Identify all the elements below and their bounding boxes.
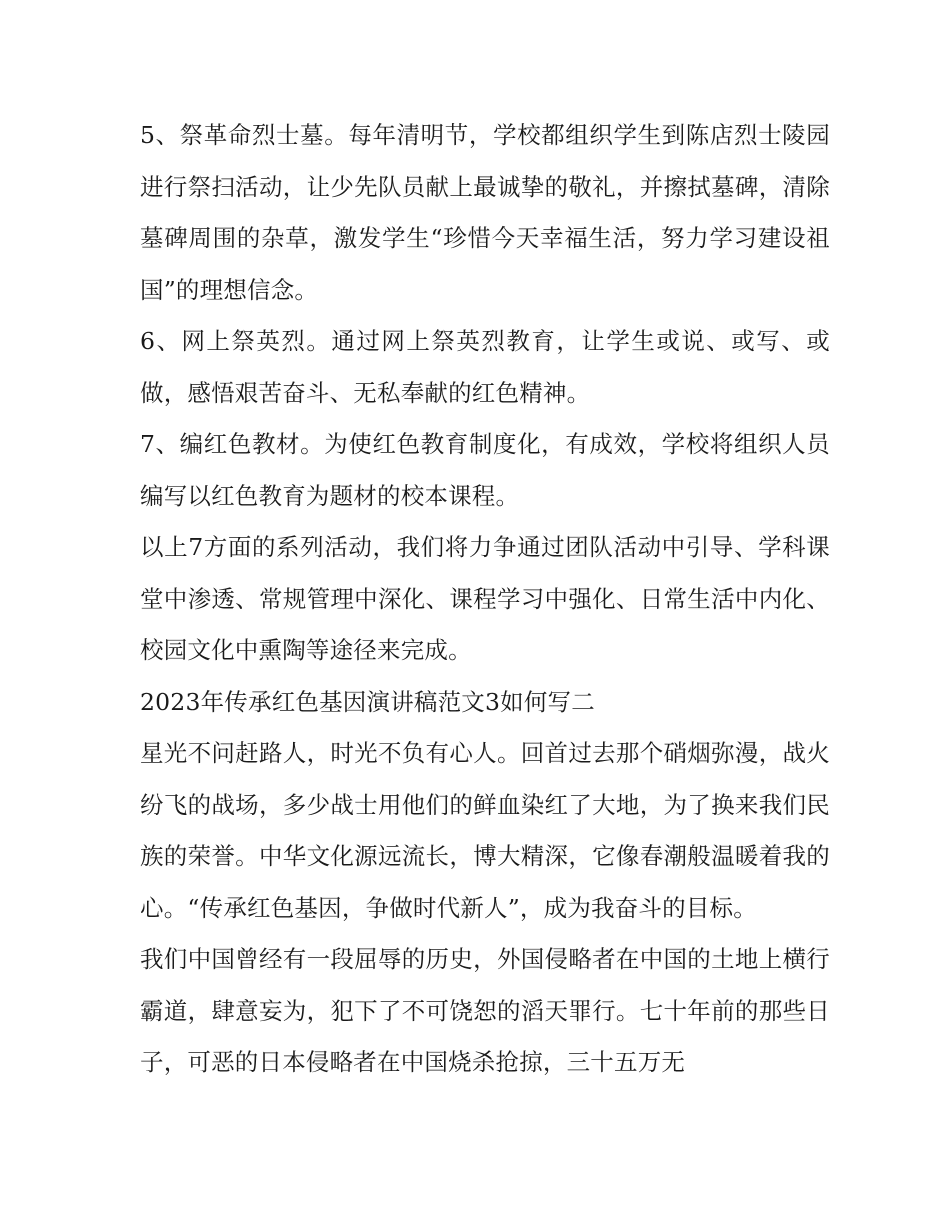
paragraph-intro: 星光不问赶路人，时光不负有心人。回首过去那个硝烟弥漫，战火纷飞的战场，多少战士用他们的鲜血染红了大地，为了换来我们民族的荣誉。中华文化源远流长，博大精深，它像春潮般温暖着我的心。“传承红色基因，争做时代新人”，成为我奋斗的目标。 [140, 739, 830, 922]
section-heading: 2023年传承红色基因演讲稿范文3如何写二 [140, 687, 595, 716]
paragraph-item-7: 7、编红色教材。为使红色教育制度化，有成效，学校将组织人员编写以红色教育为题材的校本课程。 [140, 430, 830, 510]
paragraph-history: 我们中国曾经有一段屈辱的历史，外国侵略者在中国的土地上横行霸道，肆意妄为，犯下了不可饶恕的滔天罪行。七十年前的那些日子，可恶的日本侵略者在中国烧杀抢掠，三十五万无 [140, 945, 830, 1076]
paragraph-item-6: 6、网上祭英烈。通过网上祭英烈教育，让学生或说、或写、或做，感悟艰苦奋斗、无私奉献的红色精神。 [140, 327, 830, 407]
paragraph-item-5: 5、祭革命烈士墓。每年清明节，学校都组织学生到陈店烈士陵园进行祭扫活动，让少先队员献上最诚挚的敬礼，并擦拭墓碑，清除墓碑周围的杂草，激发学生“珍惜今天幸福生活，努力学习建设祖国”的理想信念。 [140, 121, 830, 304]
document-body [140, 110, 830, 1089]
paragraph-summary: 以上7方面的系列活动，我们将力争通过团队活动中引导、学科课堂中渗透、常规管理中深化、课程学习中强化、日常生活中内化、校园文化中熏陶等途径来完成。 [140, 533, 830, 664]
